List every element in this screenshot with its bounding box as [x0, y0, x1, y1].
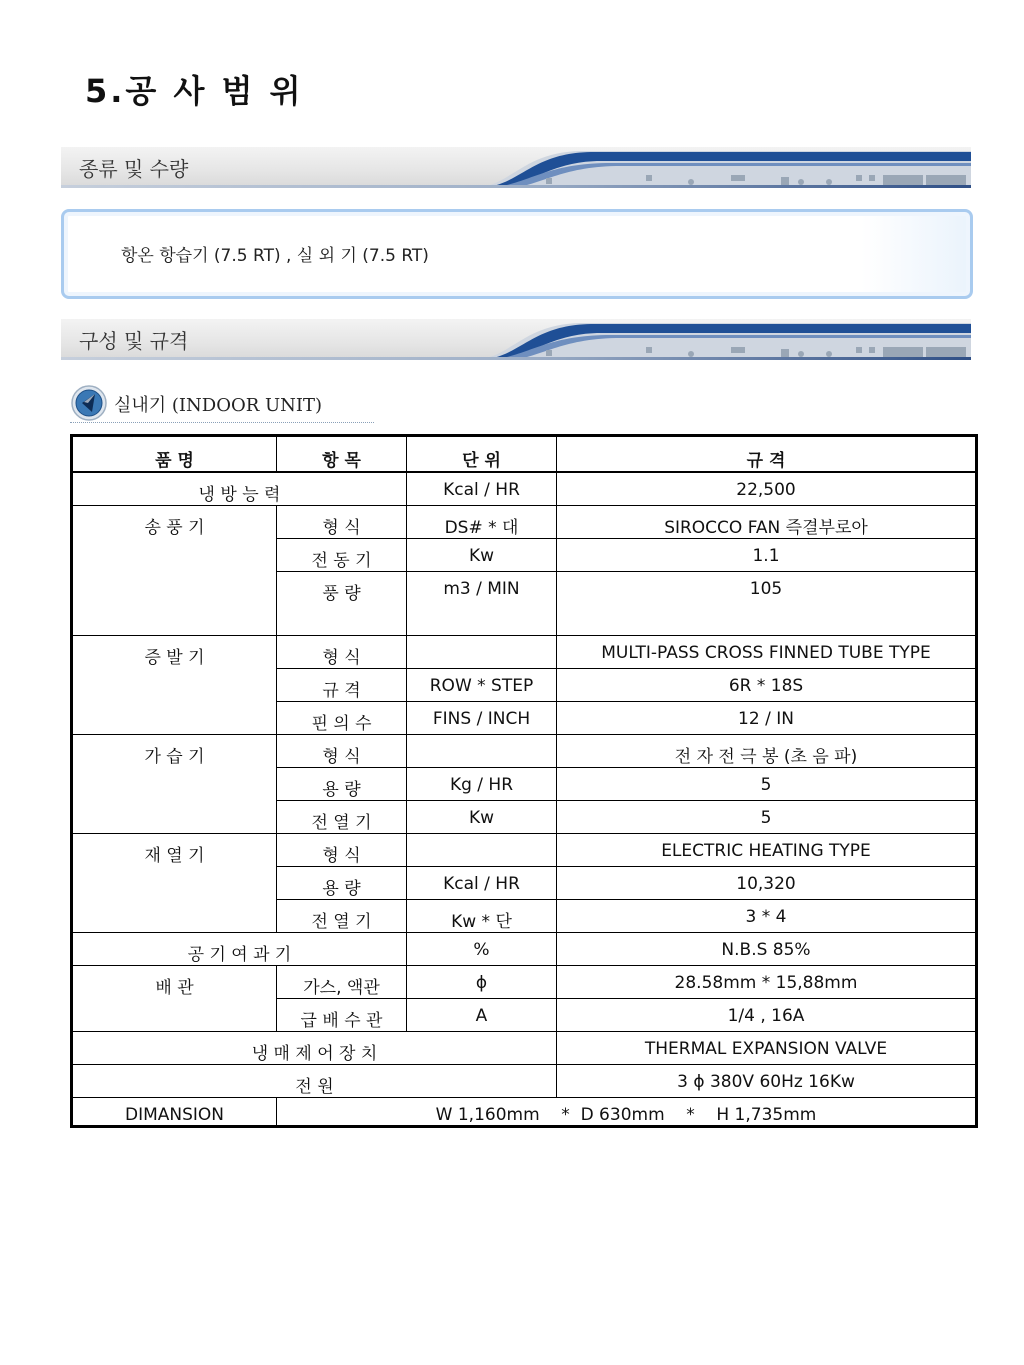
cell-unit: Kcal / HR — [407, 867, 557, 900]
cell-spec: 전 자 전 극 봉 (초 음 파) — [557, 735, 977, 768]
cell-spec: ELECTRIC HEATING TYPE — [557, 834, 977, 867]
cell-unit — [407, 834, 557, 867]
cell-spec: W 1,160mm * D 630mm * H 1,735mm — [277, 1098, 977, 1127]
cell-unit: Kg / HR — [407, 768, 557, 801]
cell-spec: MULTI-PASS CROSS FINNED TUBE TYPE — [557, 636, 977, 669]
cell-unit: Kw * 단 — [407, 900, 557, 933]
cell-item: 급 배 수 관 — [277, 999, 407, 1032]
cell-unit — [407, 735, 557, 768]
cell-spec: 10,320 — [557, 867, 977, 900]
table-row — [72, 1065, 977, 1098]
cell-spec: 22,500 — [557, 472, 977, 506]
banner-underline — [61, 357, 971, 360]
cell-item: 형 식 — [277, 735, 407, 768]
cell-unit: Kw — [407, 801, 557, 834]
cell-name: 재 열 기 — [72, 834, 277, 933]
table-row — [72, 966, 977, 999]
cell-spec: 6R * 18S — [557, 669, 977, 702]
cell-spec: THERMAL EXPANSION VALVE — [557, 1032, 977, 1065]
types-quantity-box — [61, 209, 973, 299]
cell-unit: Kcal / HR — [407, 472, 557, 506]
cell-item: 용 량 — [277, 768, 407, 801]
cell-name: 전 원 — [72, 1065, 557, 1098]
cell-name: 냉 매 제 어 장 치 — [72, 1032, 557, 1065]
section-banner-specs — [61, 319, 971, 360]
cell-name: 배 관 — [72, 966, 277, 1032]
table-header-row — [72, 436, 977, 473]
cell-spec: 105 — [557, 572, 977, 636]
table-row — [72, 636, 977, 669]
cell-item: 핀 의 수 — [277, 702, 407, 735]
cell-item: 형 식 — [277, 834, 407, 867]
indoor-unit-spec-table — [70, 434, 978, 1128]
indoor-unit-label: 실내기 (INDOOR UNIT) — [114, 395, 323, 416]
cell-name: 냉 방 능 력 — [72, 472, 407, 506]
cell-name: 증 발 기 — [72, 636, 277, 735]
types-quantity-text: 항온 항습기 (7.5 RT) , 실 외 기 (7.5 RT) — [121, 246, 429, 266]
cell-item: 풍 량 — [277, 572, 407, 636]
arrow-bullet-icon — [70, 384, 108, 422]
header-spec: 규 격 — [557, 436, 977, 473]
cell-spec: 12 / IN — [557, 702, 977, 735]
cell-unit: ϕ — [407, 966, 557, 999]
cell-unit: % — [407, 933, 557, 966]
cell-unit: FINS / INCH — [407, 702, 557, 735]
cell-item: 전 열 기 — [277, 801, 407, 834]
cell-unit: m3 / MIN — [407, 572, 557, 636]
cell-unit — [407, 636, 557, 669]
cell-spec: 1/4 , 16A — [557, 999, 977, 1032]
banner-swoosh-graphic — [471, 319, 971, 360]
cell-spec: 3 * 4 — [557, 900, 977, 933]
cell-name: 공 기 여 과 기 — [72, 933, 407, 966]
cell-unit: Kw — [407, 539, 557, 572]
table-row — [72, 472, 977, 506]
table-row — [72, 1032, 977, 1065]
header-item: 항 목 — [277, 436, 407, 473]
cell-item: 전 동 기 — [277, 539, 407, 572]
cell-unit: DS# * 대 — [407, 506, 557, 539]
banner-underline — [61, 185, 971, 188]
cell-item: 전 열 기 — [277, 900, 407, 933]
section-banner-types — [61, 147, 971, 188]
cell-item: 형 식 — [277, 636, 407, 669]
table-row — [72, 735, 977, 768]
banner-swoosh-graphic — [471, 147, 971, 188]
cell-spec: 28.58mm * 15,88mm — [557, 966, 977, 999]
table-row — [72, 506, 977, 539]
cell-name: 가 습 기 — [72, 735, 277, 834]
cell-unit: A — [407, 999, 557, 1032]
header-unit: 단 위 — [407, 436, 557, 473]
cell-unit: ROW * STEP — [407, 669, 557, 702]
cell-spec: N.B.S 85% — [557, 933, 977, 966]
cell-item: 형 식 — [277, 506, 407, 539]
cell-spec: 5 — [557, 801, 977, 834]
cell-spec: SIROCCO FAN 즉결부로아 — [557, 506, 977, 539]
section-label-specs: 구성 및 규격 — [79, 329, 189, 353]
table-row — [72, 1098, 977, 1127]
cell-item: 가스, 액관 — [277, 966, 407, 999]
cell-name: DIMANSION — [72, 1098, 277, 1127]
indoor-unit-heading — [70, 382, 374, 423]
table-row — [72, 933, 977, 966]
cell-spec: 5 — [557, 768, 977, 801]
section-label-types: 종류 및 수량 — [79, 157, 189, 181]
cell-item: 용 량 — [277, 867, 407, 900]
table-row — [72, 834, 977, 867]
header-name: 품 명 — [72, 436, 277, 473]
page-title: 5.공 사 범 위 — [85, 72, 304, 110]
cell-item: 규 격 — [277, 669, 407, 702]
cell-spec: 1.1 — [557, 539, 977, 572]
cell-name: 송 풍 기 — [72, 506, 277, 636]
cell-spec: 3 ϕ 380V 60Hz 16Kw — [557, 1065, 977, 1098]
